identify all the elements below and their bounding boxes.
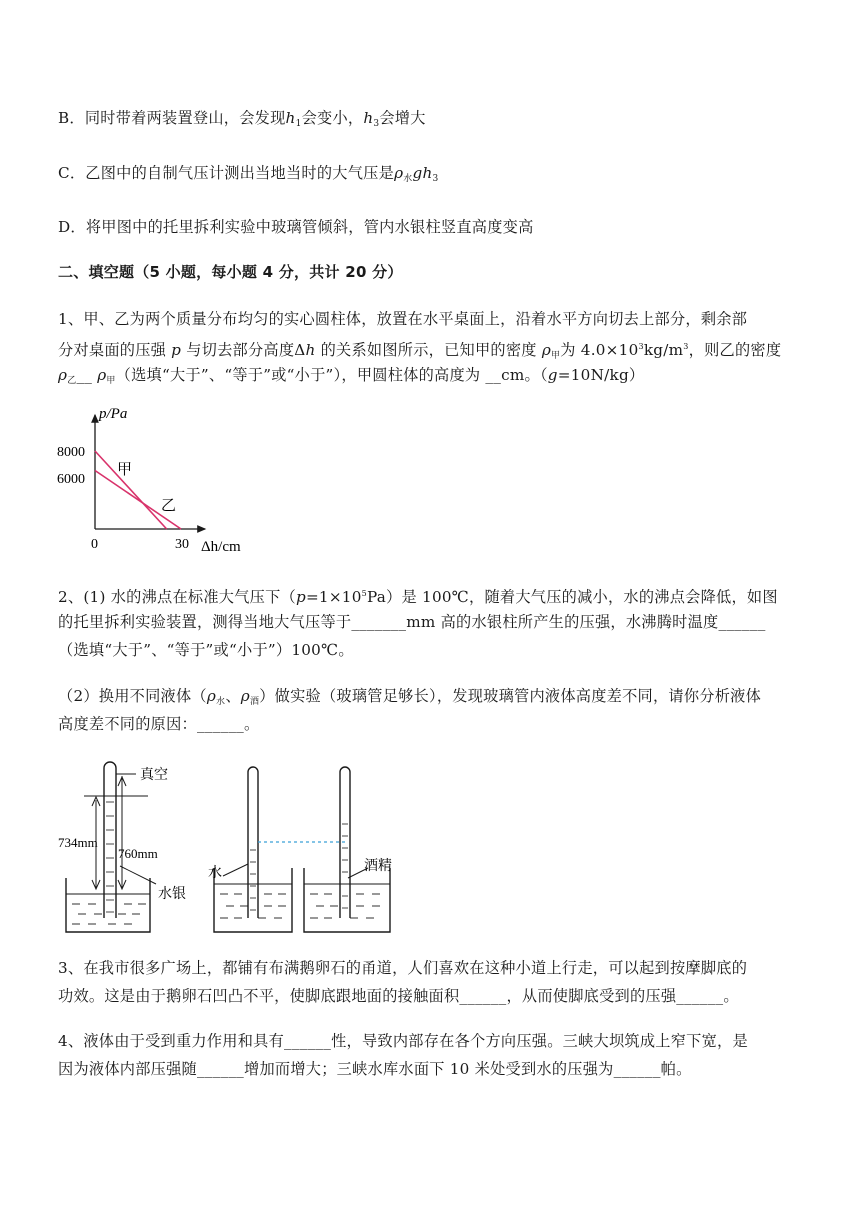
q1-line1: 1、甲、乙为两个质量分布均匀的实心圆柱体，放置在水平桌面上，沿着水平方向切去上部分，剩余部 — [58, 310, 748, 328]
y-tick-6000: 6000 — [57, 472, 85, 487]
x-axis-label: Δh/cm — [201, 539, 241, 555]
pressure-height-chart — [55, 405, 275, 560]
y-tick-8000: 8000 — [57, 445, 85, 460]
q2-line2: 的托里拆利实验装置，测得当地大气压等于_______mm 高的水银柱所产生的压强，水沸腾时温度______ — [58, 613, 766, 631]
x-tick-0: 0 — [91, 537, 98, 552]
q2-line3: （选填“大于”、“等于”或“小于”）100℃。 — [58, 641, 354, 659]
q4-line2: 因为液体内部压强随______增加而增大；三峡水库水面下 10 米处受到水的压强为______帕。 — [58, 1060, 692, 1078]
x-tick-30: 30 — [175, 537, 189, 552]
series-label-jia: 甲 — [117, 462, 133, 478]
mercury-tube — [104, 762, 116, 918]
q2-line5: 高度差不同的原因：______。 — [58, 715, 260, 733]
option-c: C．乙图中的自制气压计测出当地当时的大气压是$\rho_水gh_3$ — [58, 164, 439, 184]
vacuum-label: 真空 — [140, 768, 168, 783]
q2-line1: 2、(1) 水的沸点在标准大气压下$(p=1\times 10^5Pa)$是 100℃，随着大气压的减小，水的沸点会降低，如图 — [58, 588, 778, 606]
q3-line2: 功效。这是由于鹅卵石凹凸不平，使脚底跟地面的接触面积______，从而使脚底受到的压强______。 — [58, 987, 739, 1005]
q1-line3: $\rho_乙\_\_$ $\rho_甲$（选填“大于”、“等于”或“小于”），甲圆柱体的高度为 __cm。（g=10N/kg） — [58, 366, 645, 386]
y-axis-label: p/Pa — [99, 406, 128, 422]
q1-line2: 分对桌面的压强 p 与切去部分高度Δh 的关系如图所示，已知甲的密度 $\rho_甲$为 $4.0\times 10^3kg/m^3$，则乙的密度 — [58, 341, 782, 361]
torricelli-figure — [58, 760, 408, 940]
mercury-label: 水银 — [158, 887, 186, 902]
alcohol-beaker — [304, 868, 390, 932]
q2-line4: （2）换用不同液体（$\rho_水$、$\rho_酒$）做实验（玻璃管足够长），发现玻璃管内液体高度差不同，请你分析液体 — [58, 687, 762, 707]
height-760-label: 760mm — [118, 846, 158, 861]
q3-line1: 3、在我市很多广场上，都铺有布满鹅卵石的甬道，人们喜欢在这种小道上行走，可以起到按摩脚底的 — [58, 959, 748, 977]
height-734-label: 734mm — [58, 835, 98, 850]
water-tube — [248, 767, 258, 918]
option-b: B．同时带着两装置登山，会发现$h_1$会变小，$h_3$会增大 — [58, 109, 426, 129]
section-heading: 二、填空题（5 小题，每小题 4 分，共计 20 分） — [58, 263, 403, 281]
water-label: 水 — [208, 866, 222, 881]
water-beaker — [214, 868, 292, 932]
option-d: D．将甲图中的托里拆利实验中玻璃管倾斜，管内水银柱竖直高度变高 — [58, 218, 534, 236]
q4-line1: 4、液体由于受到重力作用和具有______性，导致内部存在各个方向压强。三峡大坝筑成上窄下宽，是 — [58, 1032, 748, 1050]
series-label-yi: 乙 — [161, 498, 177, 514]
alcohol-label: 酒精 — [364, 859, 392, 874]
